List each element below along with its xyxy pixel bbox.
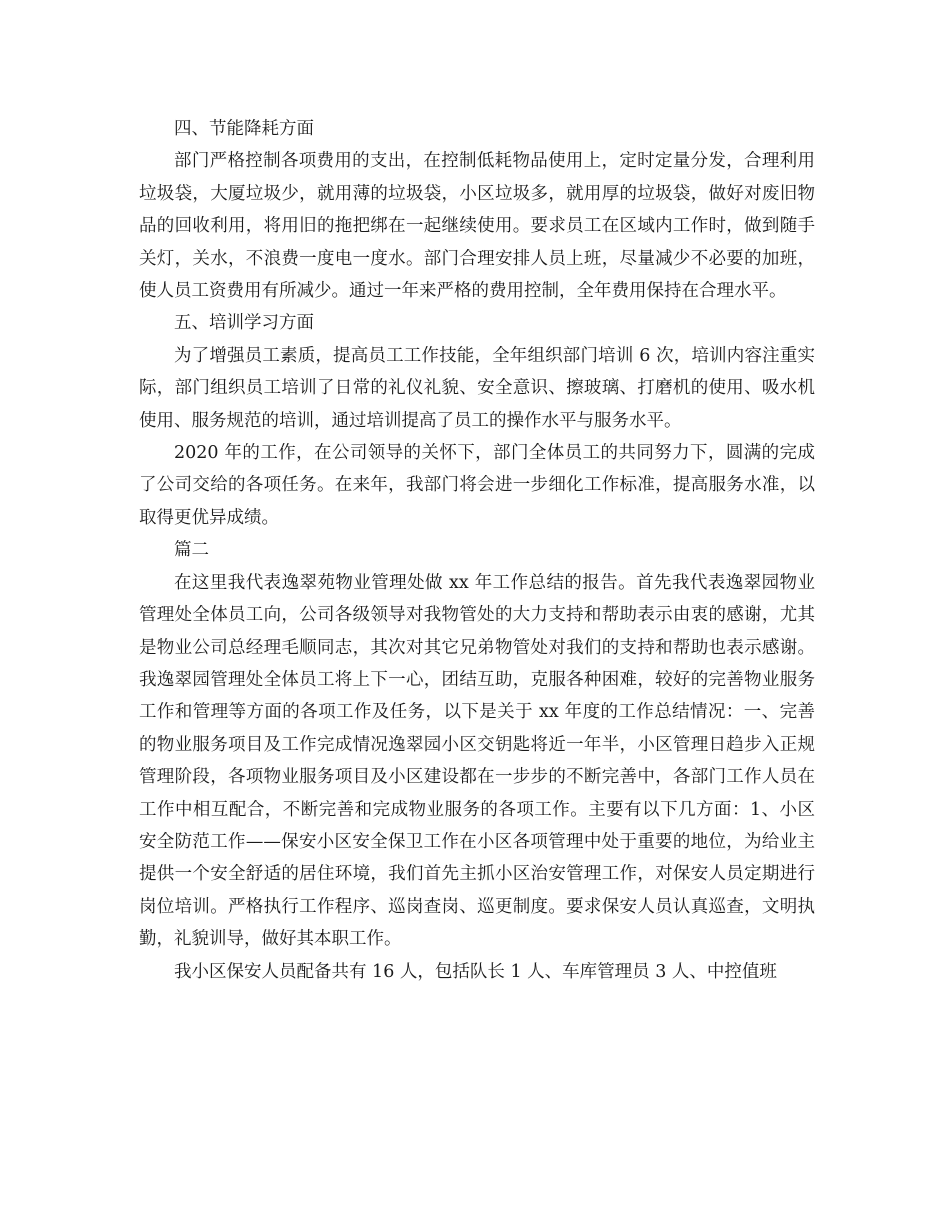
document-body xyxy=(139,113,815,988)
section-heading-part-two: 篇二 xyxy=(174,540,209,561)
paragraph-property-report: 在这里我代表逸翠苑物业管理处做 xx 年工作总结的报告。首先我代表逸翠园物业管理处全体员工向，公司各级领导对我物管处的大力支持和帮助表示由衷的感谢，尤其是物业公司总经理毛顺同志，其次对其它兄弟物管处对我们的支持和帮助也表示感谢。我逸翠园管理处全体员工将上下一心，团结互助，克服各种困难，较好的完善物业服务工作和管理等方面的各项工作及任务，以下是关于 xx 年度的工作总结情况：一、完善的物业服务项目及工作完成情况逸翠园小区交钥匙将近一年半，小区管理日趋步入正规管理阶段，各项物业服务项目及小区建设都在一步步的不断完善中，各部门工作人员在工作中相互配合，不断完善和完成物业服务的各项工作。主要有以下几方面：1、小区安全防范工作——保安小区安全保卫工作在小区各项管理中处于重要的地位，为给业主提供一个安全舒适的居住环境，我们首先主抓小区治安管理工作，对保安人员定期进行岗位培训。严格执行工作程序、巡岗查岗、巡更制度。要求保安人员认真巡查，文明执勤，礼貌训导，做好其本职工作。 xyxy=(139,572,815,950)
section-heading-training: 五、培训学习方面 xyxy=(174,313,314,334)
paragraph-training: 为了增强员工素质，提高员工工作技能，全年组织部门培训 6 次，培训内容注重实际，部门组织员工培训了日常的礼仪礼貌、安全意识、擦玻璃、打磨机的使用、吸水机使用、服务规范的培训，通过培训提高了员工的操作水平与服务水平。 xyxy=(139,345,815,431)
section-heading-energy-saving: 四、节能降耗方面 xyxy=(174,119,314,139)
paragraph-energy-saving: 部门严格控制各项费用的支出，在控制低耗物品使用上，定时定量分发，合理利用垃圾袋，大厦垃圾少，就用薄的垃圾袋，小区垃圾多，就用厚的垃圾袋，做好对废旧物品的回收利用，将用旧的拖把绑在一起继续使用。要求员工在区域内工作时，做到随手关灯，关水，不浪费一度电一度水。部门合理安排人员上班，尽量减少不必要的加班，使人员工资费用有所减少。通过一年来严格的费用控制，全年费用保持在合理水平。 xyxy=(139,151,815,302)
paragraph-year-summary: 2020 年的工作，在公司领导的关怀下，部门全体员工的共同努力下，圆满的完成了公司交给的各项任务。在来年，我部门将会进一步细化工作标准，提高服务水准，以取得更优异成绩。 xyxy=(139,443,815,528)
paragraph-security-staff: 我小区保安人员配备共有 16 人，包括队长 1 人、车库管理员 3 人、中控值班 xyxy=(174,961,777,982)
